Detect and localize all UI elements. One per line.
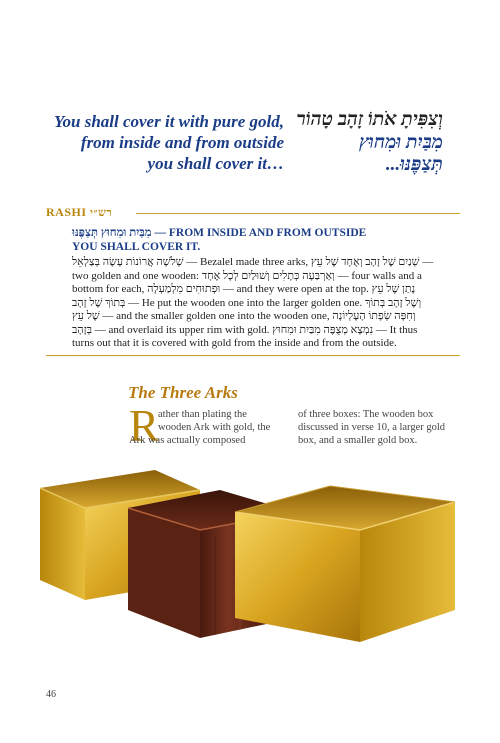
drop-cap: R (129, 401, 160, 451)
body-column-1 (158, 408, 270, 434)
verse-english-line-1: You shall cover it with pure gold, (54, 112, 284, 131)
rashi-line: שֶׁל עֵץ — and the smaller golden one into the wooden one, וְחִפָּה שְׂפָתוֹ הָעֶלְיוֹנָה (72, 310, 416, 322)
rashi-line: שְׁלֹשָׁה אֲרוֹנוֹת עָשָׂה בְּצַלְאֵל — Bezalel made three arks, שְׁנַיִם שֶׁל זָהָב וְאֶחָד שֶׁל עֵץ — (72, 256, 434, 268)
three-arks-illustration (0, 450, 500, 650)
body-column-2 (298, 408, 445, 447)
verse-hebrew-line-2: מִבַּיִת וּמִחוּץ (359, 132, 443, 153)
rashi-label: RASHI רש״י (46, 205, 113, 219)
section-divider (46, 355, 460, 356)
verse-hebrew-line-1: וְצִפִּיתָ אֹתוֹ זָהָב טָהוֹר (296, 109, 443, 130)
body-line: of three boxes: The wooden box (298, 409, 434, 420)
rashi-line: two golden and one wooden: וְאַרְבַּעָה כְּתָלִים וְשׁוּלַיִם לְכָל אֶחָד — four walls and a (72, 269, 422, 282)
rashi-heading: מִבַּיִת וּמִחוּץ תְּצַפֶּנּוּ — FROM INSIDE AND FROM OUTSIDE (72, 227, 367, 239)
verse-english-line-3: you shall cover it… (147, 154, 284, 173)
rashi-heading-line-2: YOU SHALL COVER IT. (72, 241, 201, 253)
verse-hebrew-line-3: תְּצַפֶּנּוּ... (385, 154, 443, 175)
rashi-line: בְּתוֹךְ שֶׁל זָהָב — He put the wooden one into the larger golden one. וְשֶׁל זָהָב בְּתוֹךְ (72, 296, 422, 309)
body-column-1-cont (129, 434, 245, 447)
rashi-line: turns out that it is covered with gold from the inside and from the outside. (72, 337, 397, 349)
verse-english-line-2: from inside and from outside (80, 133, 284, 152)
body-line: discussed in verse 10, a larger gold (298, 422, 446, 433)
rashi-commentary (72, 226, 460, 351)
rashi-line: בְּזָהָב — and overlaid its upper rim with gold. נִמְצָא מְצֻפֶּה מִבַּיִת וּמִחוּץ — It thus (72, 323, 418, 336)
page-number: 46 (46, 689, 56, 700)
body-line: wooden Ark with gold, the (158, 422, 271, 433)
body-line: box, and a smaller gold box. (298, 435, 418, 446)
right-gold-box (235, 486, 455, 642)
rashi-header (46, 205, 460, 219)
body-line: ather than plating the (158, 409, 247, 420)
rashi-rule (136, 213, 460, 214)
section-title: The Three Arks (128, 383, 238, 402)
rashi-line: bottom for each, וּפְתוּחִים מִלְמַעְלָה — and they were open at the top. נָתַן שֶׁל עֵץ (72, 283, 416, 295)
body-line: Ark was actually composed (129, 435, 246, 446)
